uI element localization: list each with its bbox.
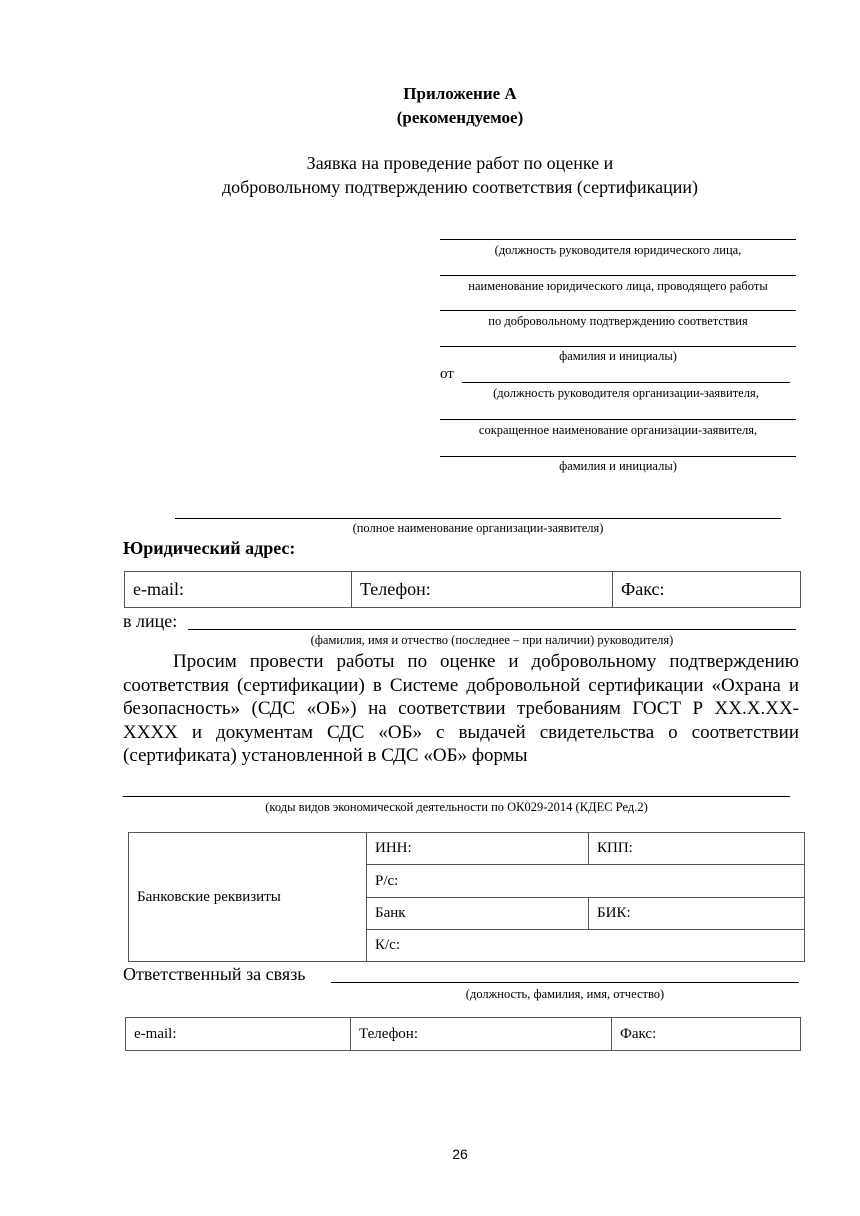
form-title-line2: добровольному подтверждению соответствия (сертификации) bbox=[221, 177, 699, 197]
applicant-hint-1: (должность руководителя организации-заявителя, bbox=[493, 386, 759, 400]
form-title-line1: Заявка на проведение работ по оценке и bbox=[306, 153, 614, 173]
contact-email-cell[interactable]: e-mail: bbox=[125, 572, 352, 608]
corr-account-cell[interactable]: К/с: bbox=[367, 930, 805, 962]
recipient-line-4[interactable] bbox=[440, 346, 796, 347]
recipient-line-3[interactable] bbox=[440, 310, 796, 311]
applicant-line-3[interactable] bbox=[440, 456, 796, 457]
org-full-name-line[interactable] bbox=[175, 518, 781, 519]
kpp-cell[interactable]: КПП: bbox=[589, 833, 805, 865]
codes-hint: (коды видов экономической деятельности по ОК029-2014 (КДЕС Ред.2) bbox=[265, 800, 648, 814]
contact-table-1 bbox=[124, 571, 801, 608]
contact-fax-cell[interactable]: Факс: bbox=[613, 572, 801, 608]
recipient-line-2[interactable] bbox=[440, 275, 796, 276]
codes-line[interactable] bbox=[123, 796, 790, 797]
representative-label: в лице: bbox=[123, 611, 178, 631]
recipient-hint-4: фамилия и инициалы) bbox=[559, 349, 677, 363]
responsible-label: Ответственный за связь bbox=[123, 964, 306, 984]
appendix-note: (рекомендуемое) bbox=[396, 108, 524, 127]
inn-cell[interactable]: ИНН: bbox=[367, 833, 589, 865]
page-number: 26 bbox=[452, 1146, 468, 1162]
appendix-title: Приложение А bbox=[403, 84, 517, 103]
applicant-line-1[interactable] bbox=[462, 382, 790, 383]
contact2-email-cell[interactable]: e-mail: bbox=[126, 1018, 351, 1051]
applicant-line-2[interactable] bbox=[440, 419, 796, 420]
bank-cell[interactable]: Банк bbox=[367, 898, 589, 930]
contact-table-2 bbox=[125, 1017, 801, 1051]
recipient-line-1[interactable] bbox=[440, 239, 796, 240]
account-cell[interactable]: Р/с: bbox=[367, 865, 805, 898]
legal-address-label: Юридический адрес: bbox=[123, 538, 296, 558]
bank-table bbox=[128, 832, 805, 962]
request-paragraph: Просим провести работы по оценке и добровольному подтверждению соответствия (сертификации) в Системе добровольной сертификации «Охрана и безопасность» (СДС «ОБ») на соответствии требованиям ГОСТ Р ХХ.Х.ХХ-ХХХХ и документам СДС «ОБ» с выдачей свидетельства о соответствии (сертификата) установленной в СДС «ОБ» формы bbox=[123, 651, 799, 766]
bik-cell[interactable]: БИК: bbox=[589, 898, 805, 930]
applicant-hint-2: сокращенное наименование организации-заявителя, bbox=[478, 423, 758, 437]
recipient-hint-1: (должность руководителя юридического лица, bbox=[494, 243, 742, 257]
contact-phone-cell[interactable]: Телефон: bbox=[352, 572, 613, 608]
responsible-line[interactable] bbox=[331, 982, 799, 983]
recipient-hint-3: по добровольному подтверждению соответствия bbox=[488, 314, 748, 328]
recipient-hint-2: наименование юридического лица, проводящего работы bbox=[468, 279, 768, 293]
from-label: от bbox=[440, 366, 454, 382]
responsible-hint: (должность, фамилия, имя, отчество) bbox=[465, 987, 665, 1001]
applicant-hint-3: фамилия и инициалы) bbox=[559, 459, 677, 473]
representative-hint: (фамилия, имя и отчество (последнее – при наличии) руководителя) bbox=[310, 633, 674, 647]
org-full-name-hint: (полное наименование организации-заявителя) bbox=[352, 521, 604, 535]
representative-line[interactable] bbox=[188, 629, 796, 630]
contact2-phone-cell[interactable]: Телефон: bbox=[351, 1018, 612, 1051]
bank-details-label: Банковские реквизиты bbox=[129, 833, 367, 962]
contact2-fax-cell[interactable]: Факс: bbox=[612, 1018, 801, 1051]
